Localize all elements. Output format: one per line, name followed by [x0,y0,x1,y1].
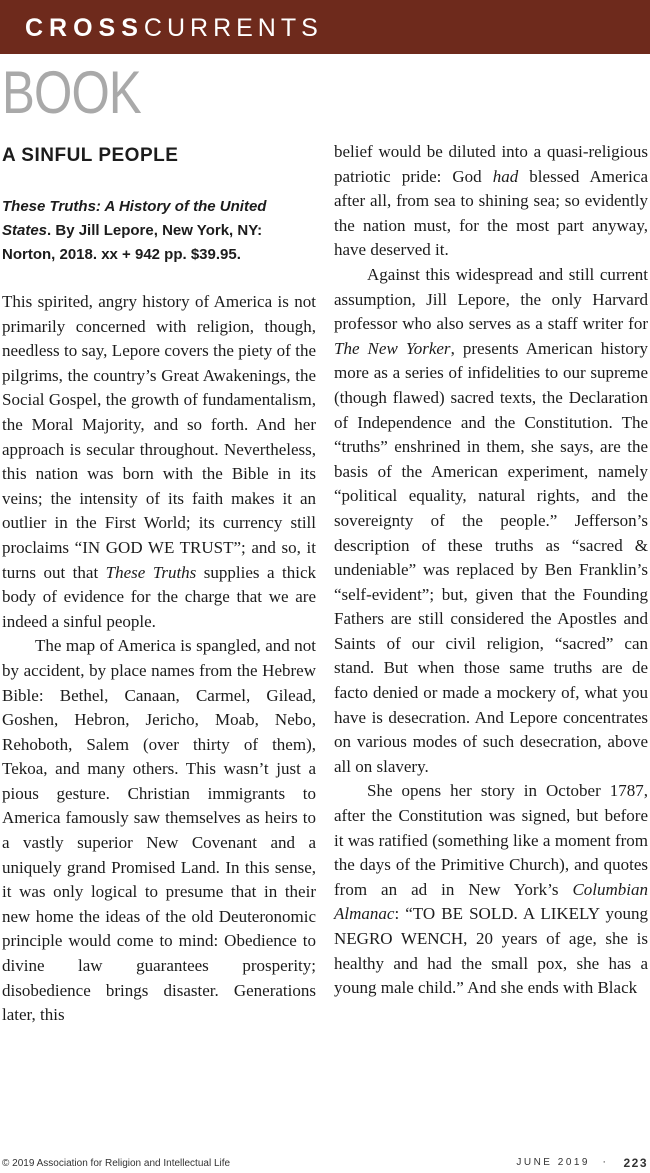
journal-logo [25,13,323,43]
footer-separator: · [602,1156,606,1168]
emphasis-had: had [492,166,519,186]
paragraph-3: Against this widespread and still current assumption, Jill Lepore, the only Harvard professor who also serves as a staff writer for The New Yorker, presents American history more as a series of infidelities to our supreme (though flawed) sacred texts, the Declaration of Independence and the Constitution. The “truths” enshrined in them, she says, are the basis of the American experiment, namely “political equality, natural rights, and the sovereignty of the people.” Jefferson’s description of these truths as “sacred & undeniable” was replaced by Ben Franklin’s “self-evident”; but, given that the Founding Fathers are still considered the Apostles and Saints of our civil religion, “sacred” can stand. But when those same truths are de facto denied or made a mockery of, what you have is desecration. And Lepore concentrates on various modes of such desecration, above all on slavery. [334,264,648,776]
right-column [334,140,648,1001]
paragraph-2: The map of America is spangled, and not by accident, by place names from the Hebrew Bible: Bethel, Canaan, Carmel, Gilead, Goshen, Hebron, Jericho, Moab, Nebo, Rehoboth, Salem (over thirty of them), Tekoa, and many others. This wasn’t just a pious gesture. Christian immigrants to America famously saw themselves as heirs to a vastly superior New Covenant and a uniquely grand Promised Land. In this sense, it was only logical to presume that in their new home the ideas of the old Deuteronomic principle would come to mind: Obedience to divine law guarantees prosperity; disobedience brings disaster. Generations later, this [2,636,316,1025]
issue-date: JUNE 2019 [516,1157,590,1168]
publication-new-yorker: The New Yorker [334,338,451,358]
section-label: BOOK [2,59,141,126]
book-title-inline: These Truths [105,562,197,582]
paragraph-1: This spirited, angry history of America is not primarily concerned with religion, though, needless to say, Lepore covers the piety of the pilgrims, the country’s Great Awakenings, the Social Gospel, the growth of fundamentalism, the Moral Majority, and so forth. And her approach is secular throughout. Nevertheless, this nation was born with the Bible in its veins; the intensity of its faith makes it an outlier in the First World; its currency still proclaims “IN GOD WE TRUST”; and so, it turns out that These Truths supplies a thick body of evidence for the charge that we are indeed a sinful people. [2,292,317,631]
header-banner [0,0,650,54]
left-column [2,140,316,1028]
publication-columbian-almanac: Columbian Almanac [334,879,648,924]
logo-currents: CURRENTS [143,14,323,42]
book-title: These Truths: A History of the United States [2,198,267,239]
logo-cross: CROSS [25,14,144,42]
page-footer [2,1156,648,1172]
paragraph-2-continued: belief would be diluted into a quasi-religious patriotic pride: God had blessed America after all, from sea to shining sea; so evidently the nation must, for the most part anyway, have deserved it. [334,142,648,260]
copyright-notice: © 2019 Association for Religion and Intellectual Life [2,1158,231,1169]
citation-details: . By Jill Lepore, New York, NY: Norton, 2018. xx + 942 pp. $39.95. [2,222,263,263]
review-title: A SINFUL PEOPLE [2,145,179,166]
page-number: 223 [623,1156,648,1170]
book-citation [2,195,316,267]
paragraph-4: She opens her story in October 1787, after the Constitution was signed, but before it was ratified (something like a moment from the days of the Primitive Church), and quotes from an ad in New York’s Columbian Almanac: “TO BE SOLD. A LIKELY young NEGRO WENCH, 20 years of age, she is healthy and had the small pox, she has a young male child.” And she ends with Black [334,781,648,998]
